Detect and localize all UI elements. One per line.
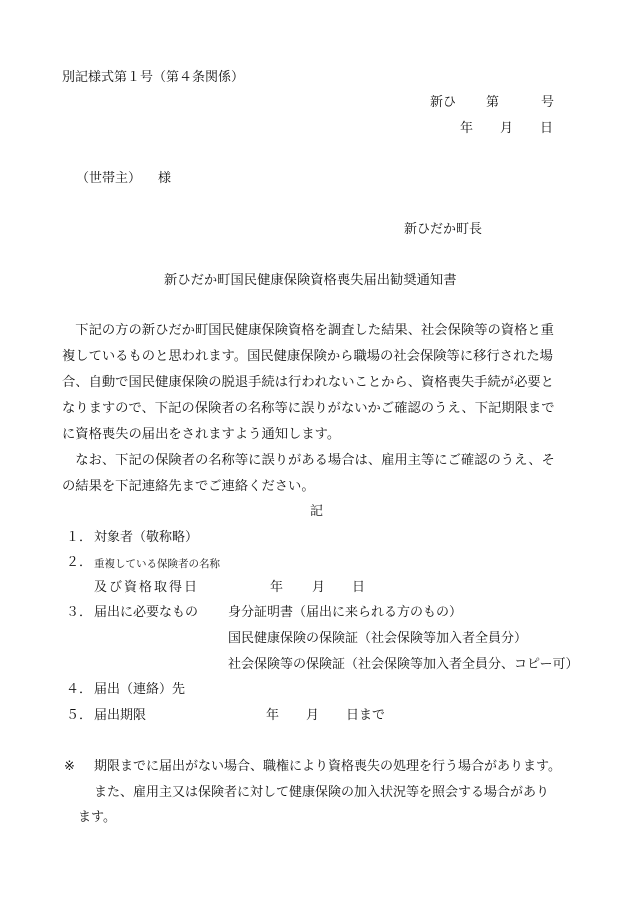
item3-value: 社会保険等の保険証（社会保険等加入者全員分、コピー可） <box>228 657 579 672</box>
item2-sub-label: 及び資格取得日 <box>94 580 200 595</box>
body-line: 合、自動で国民健康保険の脱退手続は行われないことから、資格喪失手続が必要と <box>62 375 554 390</box>
item5-label: 届出期限 <box>94 708 147 723</box>
ki-heading: 記 <box>310 504 324 519</box>
note-line: 期限までに届出がない場合、職権により資格喪失の処理を行う場合があります。 <box>94 759 561 774</box>
body-line: なお、下記の保険者の名称等に誤りがある場合は、雇用主等にご確認のうえ、そ <box>62 453 555 468</box>
sender: 新ひだか町長 <box>404 222 483 237</box>
note-line: また、雇用主又は保険者に対して健康保険の加入状況等を照会する場合があり <box>94 785 550 800</box>
body-line: 下記の方の新ひだか町国民健康保険資格を調査した結果、社会保険等の資格と重 <box>62 323 554 338</box>
form-label: 別記様式第１号（第４条関係） <box>62 70 245 85</box>
item4-number: ４． <box>66 682 93 697</box>
item5-month: 月 <box>306 708 320 723</box>
item2-year: 年 <box>270 580 284 595</box>
recipient-label: （世帯主） <box>76 171 142 186</box>
document-title: 新ひだか町国民健康保険資格喪失届出勧奨通知書 <box>164 273 457 288</box>
item3-number: ３． <box>66 605 93 620</box>
note-mark: ※ <box>64 759 75 774</box>
item1-number: １． <box>66 530 93 545</box>
issue-date-year: 年 <box>460 121 474 136</box>
item2-month: 月 <box>312 580 326 595</box>
item1-label: 対象者（敬称略） <box>94 530 199 545</box>
doc-number-prefix: 新ひ <box>430 95 457 110</box>
note-line: ます。 <box>78 810 116 825</box>
doc-number-dai: 第 <box>486 95 500 110</box>
recipient-honorific: 様 <box>158 171 172 186</box>
issue-date-day: 日 <box>540 121 554 136</box>
body-line: に資格喪失の届出をされますよう通知します。 <box>62 427 341 442</box>
issue-date-month: 月 <box>500 121 514 136</box>
body-line: 複しているものと思われます。国民健康保険から職場の社会保険等に移行された場 <box>62 349 553 364</box>
item5-year: 年 <box>266 708 280 723</box>
item5-number: ５． <box>66 708 93 723</box>
item3-label: 届出に必要なもの <box>94 605 199 620</box>
item2-number: ２． <box>66 555 93 570</box>
body-line: の結果を下記連絡先までご連絡ください。 <box>62 479 315 494</box>
item3-value: 身分証明書（届出に来られる方のもの） <box>228 605 463 620</box>
item2-day: 日 <box>352 580 366 595</box>
item4-label: 届出（連絡）先 <box>94 682 186 697</box>
body-line: なりますので、下記の保険者の名称等に誤りがないかご確認のうえ、下記期限まで <box>62 401 555 416</box>
item5-day: 日まで <box>346 708 386 723</box>
doc-number-go: 号 <box>541 95 555 110</box>
item2-label: 重複している保険者の名称 <box>94 558 220 570</box>
item3-value: 国民健康保険の保険証（社会保険等加入者全員分） <box>228 631 528 646</box>
